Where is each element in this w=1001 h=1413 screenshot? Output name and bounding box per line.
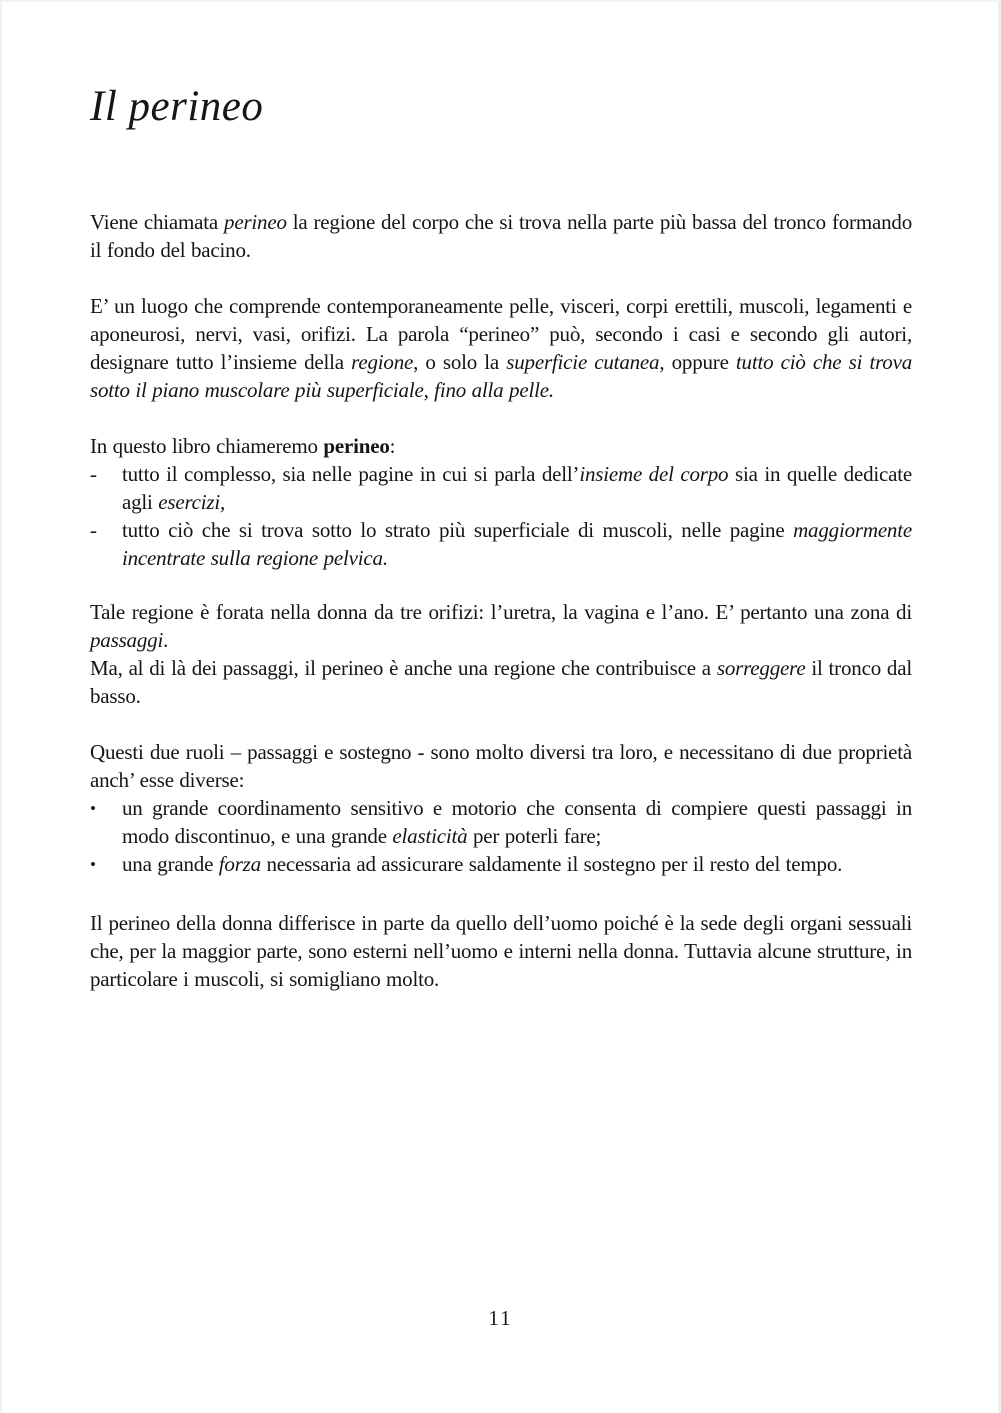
page-title: Il perineo	[90, 83, 264, 130]
paragraph-intro: Viene chiamata perineo la regione del corpo che si trova nella parte più bassa del tronco formando il fondo del bacino.	[90, 210, 912, 262]
paragraph-orifizi: Tale regione è forata nella donna da tre orifizi: l’uretra, la vagina e l’ano. E’ pertanto una zona di passaggi.	[90, 600, 912, 652]
list-item-text: un grande coordinamento sensitivo e motorio che consenta di compiere questi passaggi in modo discontinuo, e una grande elasticità per poterli fare;	[122, 796, 912, 848]
list-item	[90, 850, 912, 879]
section-orifizi	[90, 598, 912, 710]
paragraph-differenze: Il perineo della donna differisce in parte da quello dell’uomo poiché è la sede degli organi sessuali che, per la maggior parte, sono esterni nell’uomo e interni nella donna. Tuttavia alcune strutture, in particolare i muscoli, si somigliano molto.	[90, 911, 912, 991]
list-item-text: una grande forza necessaria ad assicurare saldamente il sostegno per il resto del tempo.	[122, 852, 843, 876]
dash-marker: -	[90, 518, 97, 542]
book-terms-lead: In questo libro chiameremo perineo:	[90, 434, 396, 458]
section-book-terms	[90, 432, 912, 572]
bullet-marker: •	[90, 799, 96, 818]
paragraph-sostegno: Ma, al di là dei passaggi, il perineo è anche una regione che contribuisce a sorreggere il tronco dal basso.	[90, 656, 912, 708]
bullet-marker: •	[90, 855, 96, 874]
list-item	[90, 460, 912, 516]
list-item	[90, 794, 912, 850]
dash-marker: -	[90, 462, 97, 486]
paragraph-definition: E’ un luogo che comprende contemporaneamente pelle, visceri, corpi erettili, muscoli, legamenti e aponeurosi, nervi, vasi, orifizi. La parola “perineo” può, secondo i casi e secondo gli autori, designare tutto l’insieme della regione, o solo la superficie cutanea, oppure tutto ciò che si trova sotto il piano muscolare più superficiale, fino alla pelle.	[90, 294, 912, 402]
ruoli-lead: Questi due ruoli – passaggi e sostegno - sono molto diversi tra loro, e necessitano di due proprietà anch’ esse diverse:	[90, 740, 912, 792]
page-number: 11	[488, 1306, 513, 1330]
list-item	[90, 516, 912, 572]
section-ruoli	[90, 738, 912, 879]
list-item-text: tutto ciò che si trova sotto lo strato più superficiale di muscoli, nelle pagine maggiormente incentrate sulla regione pelvica.	[122, 518, 912, 570]
list-item-text: tutto il complesso, sia nelle pagine in cui si parla dell’insieme del corpo sia in quelle dedicate agli esercizi,	[122, 462, 913, 514]
